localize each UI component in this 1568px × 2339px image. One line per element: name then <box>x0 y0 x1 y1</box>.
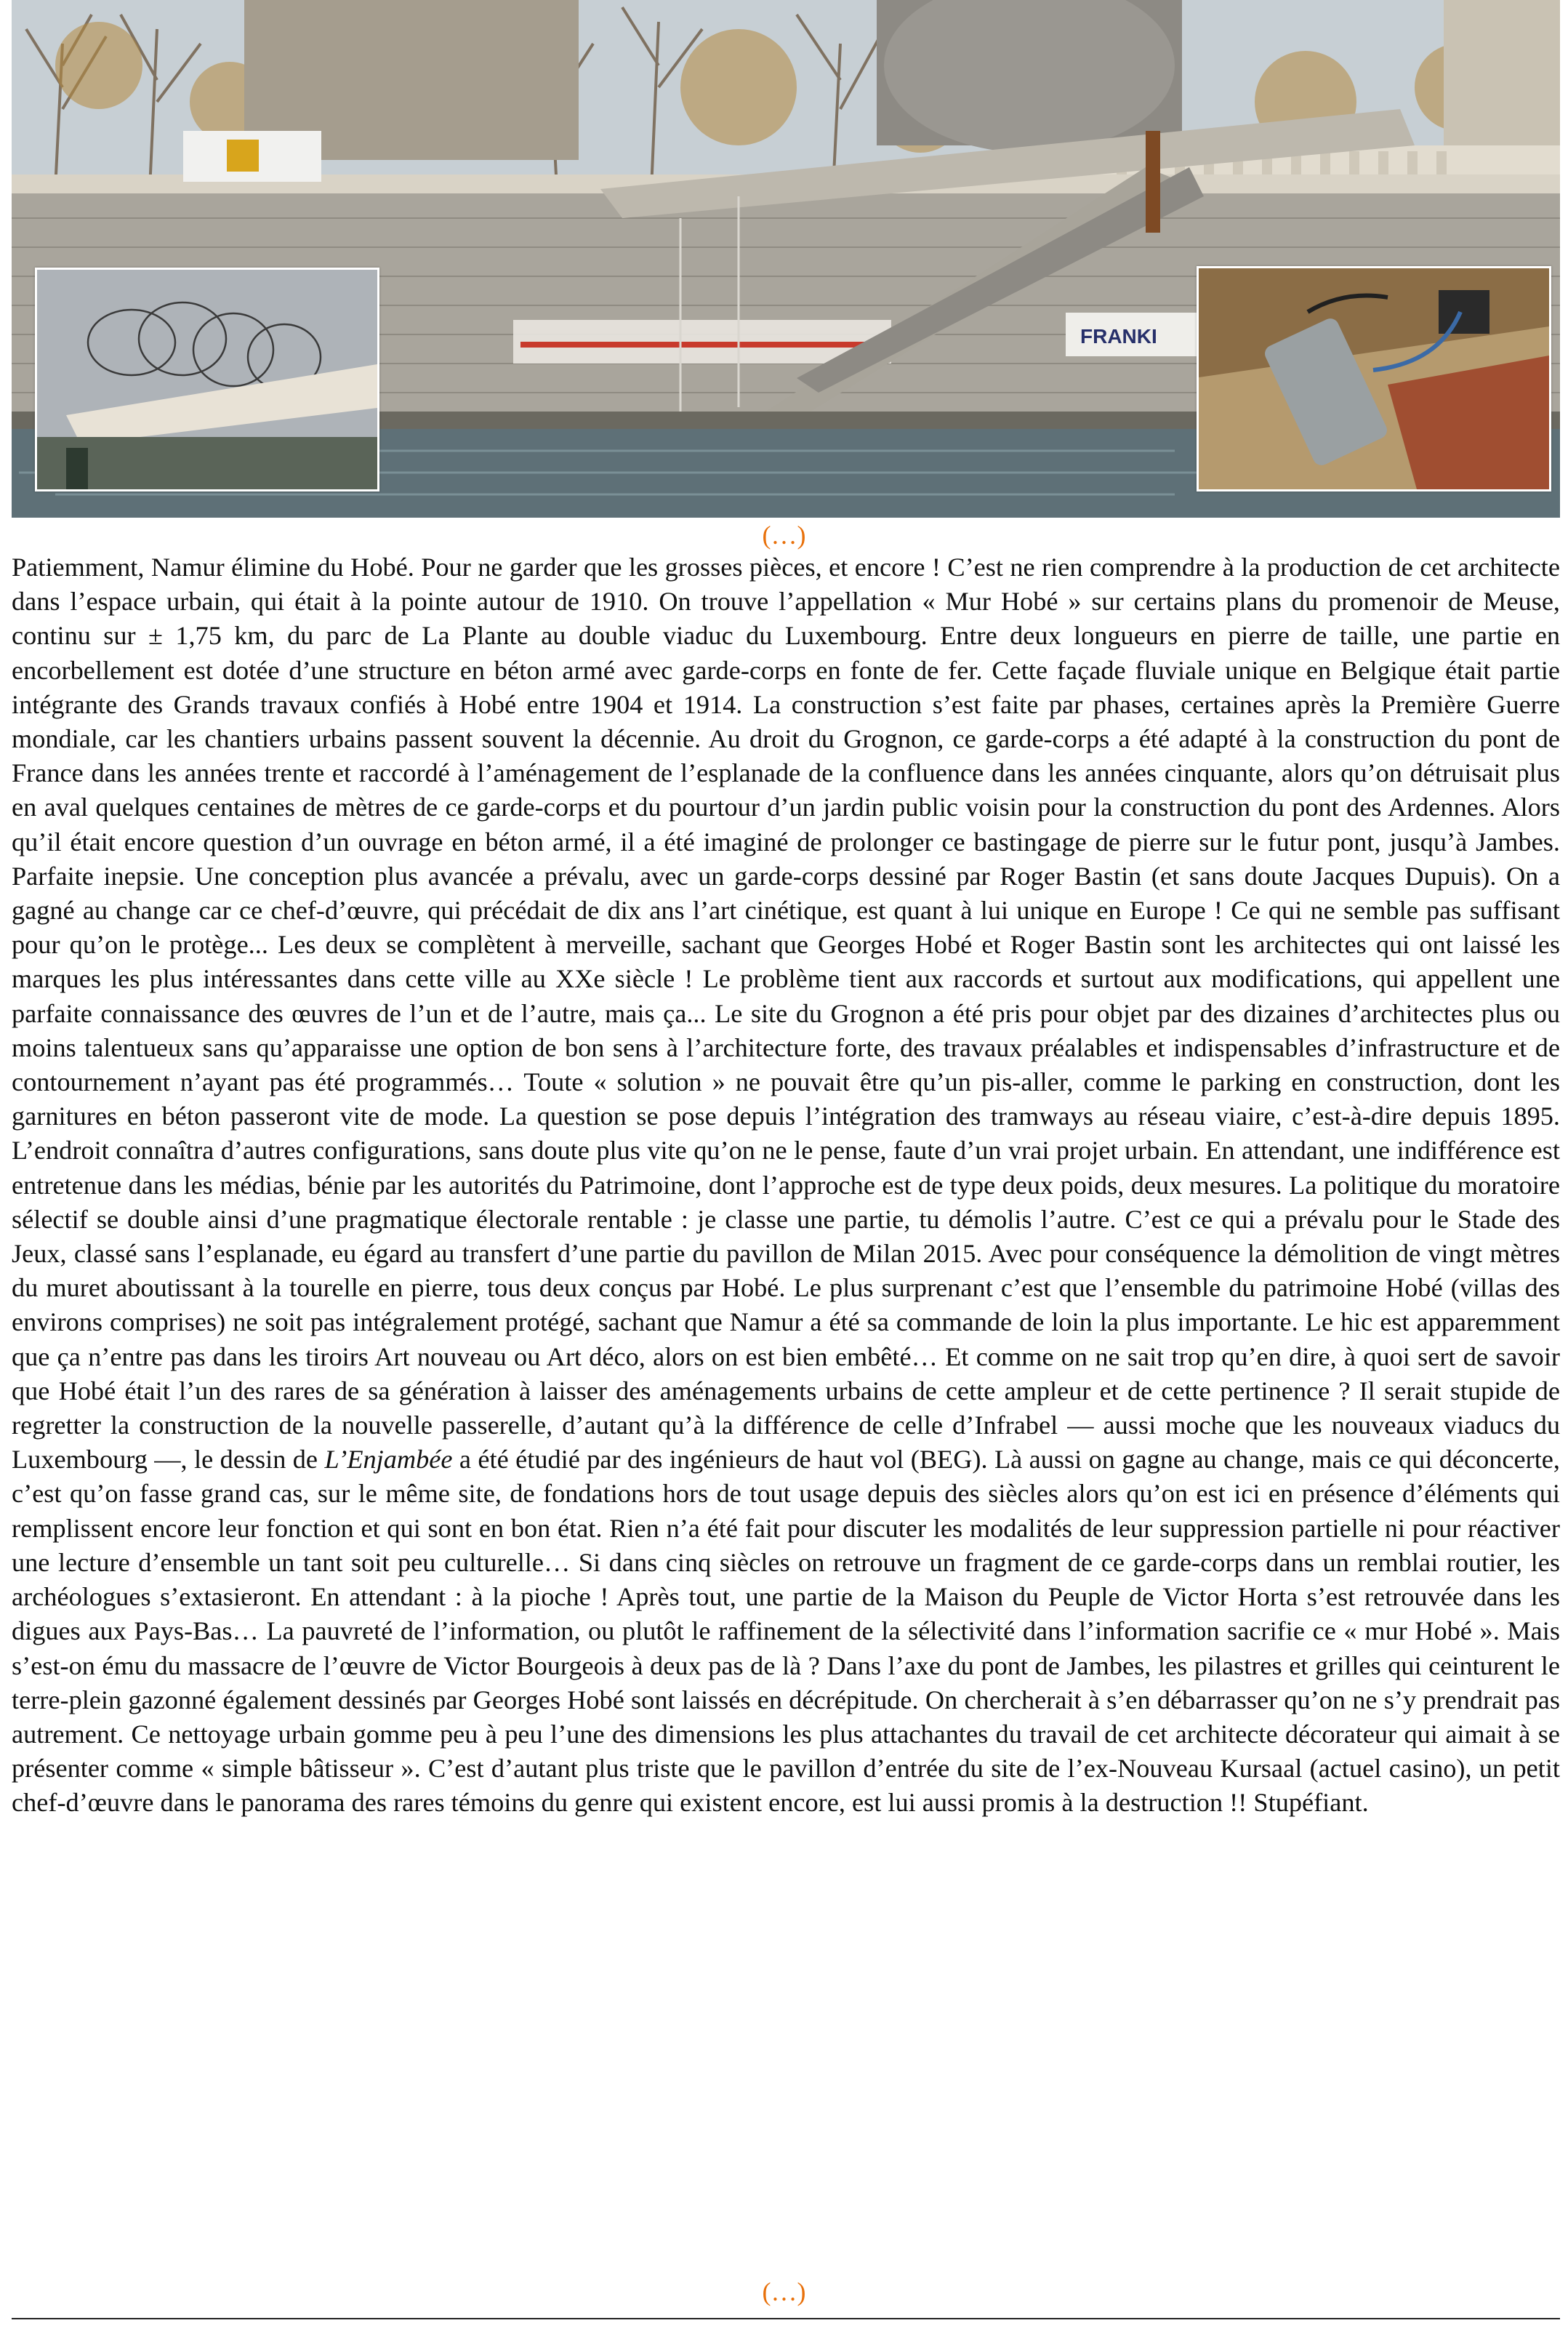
ellipsis-bottom: (…) <box>762 2277 806 2306</box>
article-text-part-2: a été étudié par des ingénieurs de haut vol (BEG). Là aussi on gagne au change, mais ce qui déconcerte, c’est qu’on fasse grand cas, sur le même site, de fondations hors de tout usage depuis des siècles alors qu’on est ici en présence d’éléments qui remplissent encore leur fonction et qui sont en bon état. Rien n’a été fait pour discuter les modalités de leur suppression partielle ni pour réactiver une lecture d’ensemble un tant soit peu culturelle… Si dans cinq siècles on retrouve un fragment de ce garde-corps dans un remblai routier, les archéologues s’extasieront. En attendant : à la pioche ! Après tout, une partie de la Maison du Peuple de Victor Horta s’est retrouvée dans les digues aux Pays-Bas… La pauvreté de l’information, ou plutôt le raffinement de la sélectivité dans l’information sacrifie ce « mur Hobé ». Mais s’est-on ému du massacre de l’œuvre de Victor Bourgeois à deux pas de là ? Dans l’axe du pont de Jambes, les pilastres et grilles qui ceinturent le terre-plein gazonné également dessinés par Georges Hobé sont laissés en décrépitude. On chercherait à s’en débarrasser qu’on ne s’y prendrait pas autrement. Ce nettoyage urbain gomme peu à peu l’une des dimensions les plus attachantes du travail de cet architecte décorateur qui aimait à se présenter comme « simple bâtisseur ». C’est d’autant plus triste que le pavillon d’entrée du site de l’ex-Nouveau Kursaal (actuel casino), un petit chef-d’œuvre dans le panorama des rares témoins du genre qui existent encore, est lui aussi promis à la destruction !! Stupéfiant. <box>12 1445 1560 1818</box>
inset-photo-razor-wire <box>35 268 379 492</box>
header-photo-collage <box>12 0 1560 518</box>
franki-banner-text: FRANKI <box>1080 325 1157 348</box>
inset-photo-metal-fixture <box>1197 266 1551 492</box>
ellipsis-top: (…) <box>762 521 806 550</box>
article-text-part-1: Patiemment, Namur élimine du Hobé. Pour ne garder que les grosses pièces, et encore ! C’est ne rien comprendre à la production de cet architecte dans l’espace urbain, qui était à la pointe autour de 1910. On trouve l’appellation « Mur Hobé » sur certains plans du promenoir de Meuse, continu sur ± 1,75 km, du parc de La Plante au double viaduc du Luxembourg. Entre deux longueurs en pierre de taille, une partie en encorbellement est dotée d’une structure en béton armé avec garde-corps en fonte de fer. Cette façade fluviale unique en Belgique était partie intégrante des Grands travaux confiés à Hobé entre 1904 et 1914. La construction s’est faite par phases, certaines après la Première Guerre mondiale, car les chantiers urbains passent souvent la décennie. Au droit du Grognon, ce garde-corps a été adapté à la construction du pont de France dans les années trente et raccordé à l’aménagement de l’esplanade de la confluence dans les années cinquante, alors qu’on détruisait plus en aval quelques centaines de mètres de ce garde-corps et du pourtour d’un jardin public voisin pour la construction du pont des Ardennes. Alors qu’il était encore question d’un ouvrage en béton armé, il a été imaginé de prolonger ce bastingage de pierre sur le futur pont, jusqu’à Jambes. Parfaite inepsie. Une conception plus avancée a prévalu, avec un garde-corps dessiné par Roger Bastin (et sans doute Jacques Dupuis). On a gagné au change car ce chef-d’œuvre, qui précédait de dix ans l’art cinétique, est quant à lui unique en Europe ! Ce qui ne semble pas suffisant pour qu’on le protège... Les deux se complètent à merveille, sachant que Georges Hobé et Roger Bastin sont les architectes qui ont laissé les marques les plus intéressantes dans cette ville au XXe siècle ! Le problème tient aux raccords et surtout aux modifications, qui appellent une parfaite connaissance des œuvres de l’un et de l’autre, mais ça... Le site du Grognon a été pris pour objet par des dizaines d’architectes plus ou moins talentueux sans qu’apparaisse une option de bon sens à l’architecture forte, des travaux préalables et indispensables d’infrastructure et de contournement n’ayant pas été programmés… Toute « solution » ne pouvait être qu’un pis-aller, comme le parking en construction, dont les garnitures en béton passeront vite de mode. La question se pose depuis l’intégration des tramways au réseau viaire, c’est-à-dire depuis 1895. L’endroit connaîtra d’autres configurations, sans doute plus vite qu’on ne le pense, faute d’un vrai projet urbain. En attendant, une indifférence est entretenue dans les médias, bénie par les autorités du Patrimoine, dont l’approche est de type deux poids, deux mesures. La politique du moratoire sélectif se double ainsi d’une pragmatique électorale rentable : je classe une partie, tu démolis l’autre. C’est ce qui a prévalu pour le Stade des Jeux, classé sans l’esplanade, eu égard au transfert d’une partie du pavillon de Milan 2015. Avec pour conséquence la démolition de vingt mètres du muret aboutissant à la tourelle en pierre, tous deux conçus par Hobé. Le plus surprenant c’est que l’ensemble du patrimoine Hobé (villas des environs comprises) ne soit pas intégralement protégé, sachant que Namur a été sa commande de loin la plus importante. Le hic est apparemment que ça n’entre pas dans les tiroirs Art nouveau ou Art déco, alors on est bien embêté… Et comme on ne sait trop qu’en dire, à quoi sert de savoir que Hobé était l’un des rares de sa génération à laisser des aménagements urbains de cette ampleur et de cette pertinence ? Il serait stupide de regretter la construction de la nouvelle passerelle, d’autant qu’à la différence de celle d’Infrabel — aussi moche que les nouveaux viaducs du Luxembourg —, le dessin de <box>12 553 1560 1475</box>
enjambee-title: L’Enjambée <box>324 1445 453 1475</box>
article-body <box>12 550 1560 1821</box>
bottom-divider <box>12 2318 1560 2319</box>
